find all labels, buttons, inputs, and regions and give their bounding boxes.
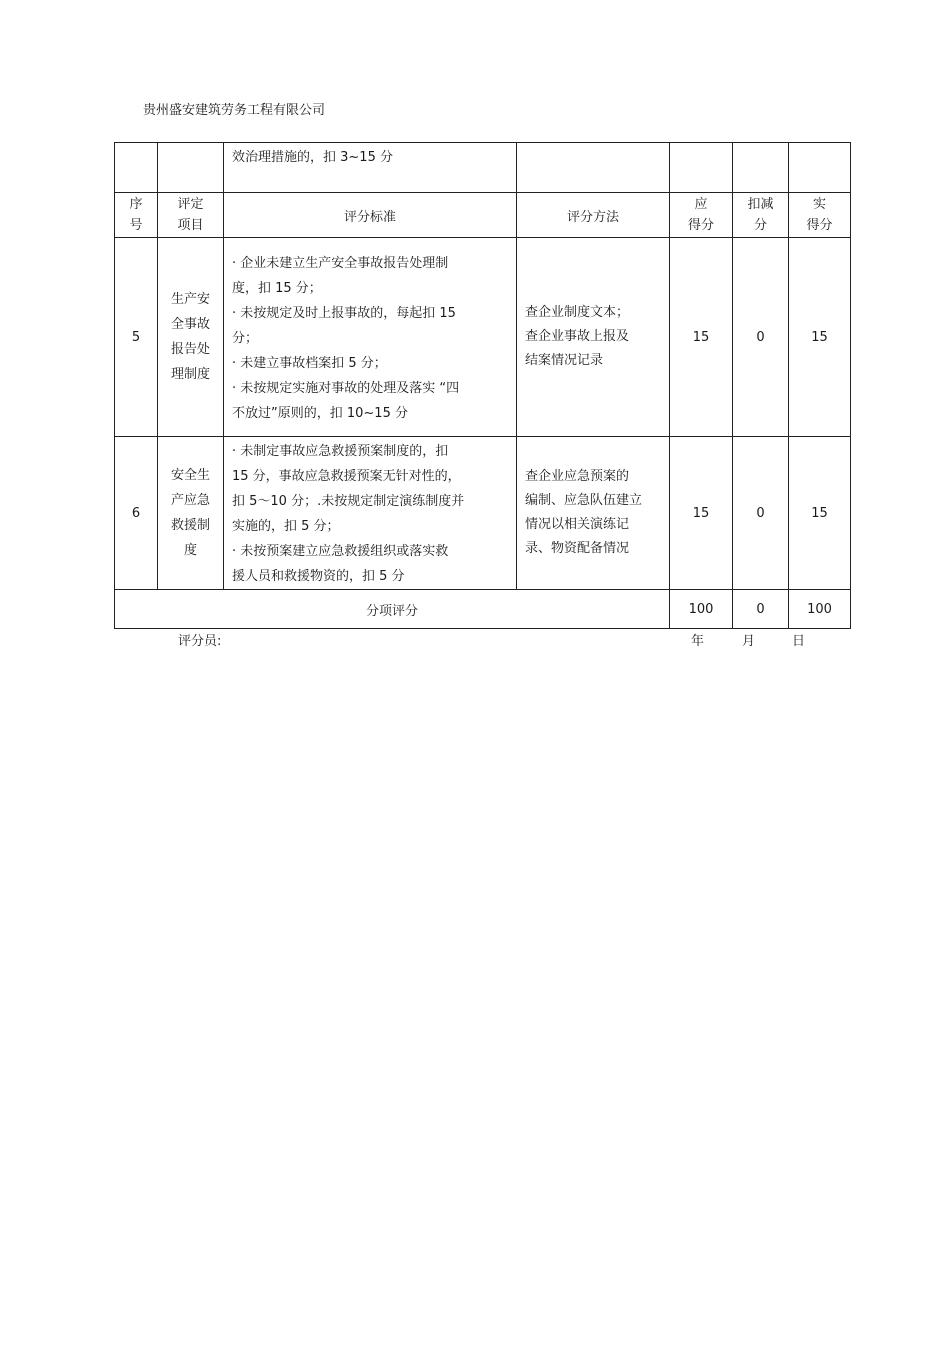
subtotal-label: 分项评分 xyxy=(115,590,670,629)
cell-empty xyxy=(733,143,789,193)
row-method: 查企业制度文本； 查企业事故上报及 结案情况记录 xyxy=(517,238,670,437)
row-actual-score: 15 xyxy=(789,437,851,590)
row-deduction: 0 xyxy=(733,437,789,590)
table-row xyxy=(115,238,851,437)
header-method: 评分方法 xyxy=(517,193,670,238)
date-month: 月 xyxy=(742,634,756,649)
row-should-score: 15 xyxy=(670,437,733,590)
table-row xyxy=(115,437,851,590)
header-actual-score: 实 得分 xyxy=(789,193,851,238)
header-should-score: 应 得分 xyxy=(670,193,733,238)
continued-row xyxy=(115,143,851,193)
row-deduction: 0 xyxy=(733,238,789,437)
row-seq: 6 xyxy=(115,437,158,590)
score-table xyxy=(114,142,851,629)
row-item: 生产安 全事故 报告处 理制度 xyxy=(158,238,224,437)
row-criteria: · 企业未建立生产安全事故报告处理制 度，扣 15 分； · 未按规定及时上报事故的，每起扣 15 分； · 未建立事故档案扣 5 分； · 未按规定实施对事故的处理及落实 “四 不放过”原则的，扣 10~15 分 xyxy=(224,238,517,437)
cell-empty xyxy=(115,143,158,193)
continued-criteria: 效治理措施的，扣 3~15 分 xyxy=(224,143,517,193)
header-item: 评定 项目 xyxy=(158,193,224,238)
header-deduction: 扣减 分 xyxy=(733,193,789,238)
header-row xyxy=(115,193,851,238)
scorer-label: 评分员: xyxy=(178,634,222,649)
header-criteria: 评分标准 xyxy=(224,193,517,238)
row-method: 查企业应急预案的 编制、应急队伍建立 情况以相关演练记 录、物资配备情况 xyxy=(517,437,670,590)
company-name: 贵州盛安建筑劳务工程有限公司 xyxy=(143,103,326,118)
date-year: 年 xyxy=(691,634,705,649)
row-seq: 5 xyxy=(115,238,158,437)
header-seq: 序 号 xyxy=(115,193,158,238)
row-should-score: 15 xyxy=(670,238,733,437)
row-criteria: · 未制定事故应急救援预案制度的，扣 15 分，事故应急救援预案无针对性的， 扣 5～10 分；.未按规定制定演练制度并 实施的，扣 5 分； · 未按预案建立应急救援组织或落实救 援人员和救援物资的，扣 5 分 xyxy=(224,437,517,590)
cell-empty xyxy=(517,143,670,193)
subtotal-row xyxy=(115,590,851,629)
subtotal-deduction: 0 xyxy=(733,590,789,629)
subtotal-actual-score: 100 xyxy=(789,590,851,629)
row-item: 安全生 产应急 救援制 度 xyxy=(158,437,224,590)
subtotal-should-score: 100 xyxy=(670,590,733,629)
date-day: 日 xyxy=(792,634,806,649)
row-actual-score: 15 xyxy=(789,238,851,437)
cell-empty xyxy=(789,143,851,193)
cell-empty xyxy=(158,143,224,193)
cell-empty xyxy=(670,143,733,193)
